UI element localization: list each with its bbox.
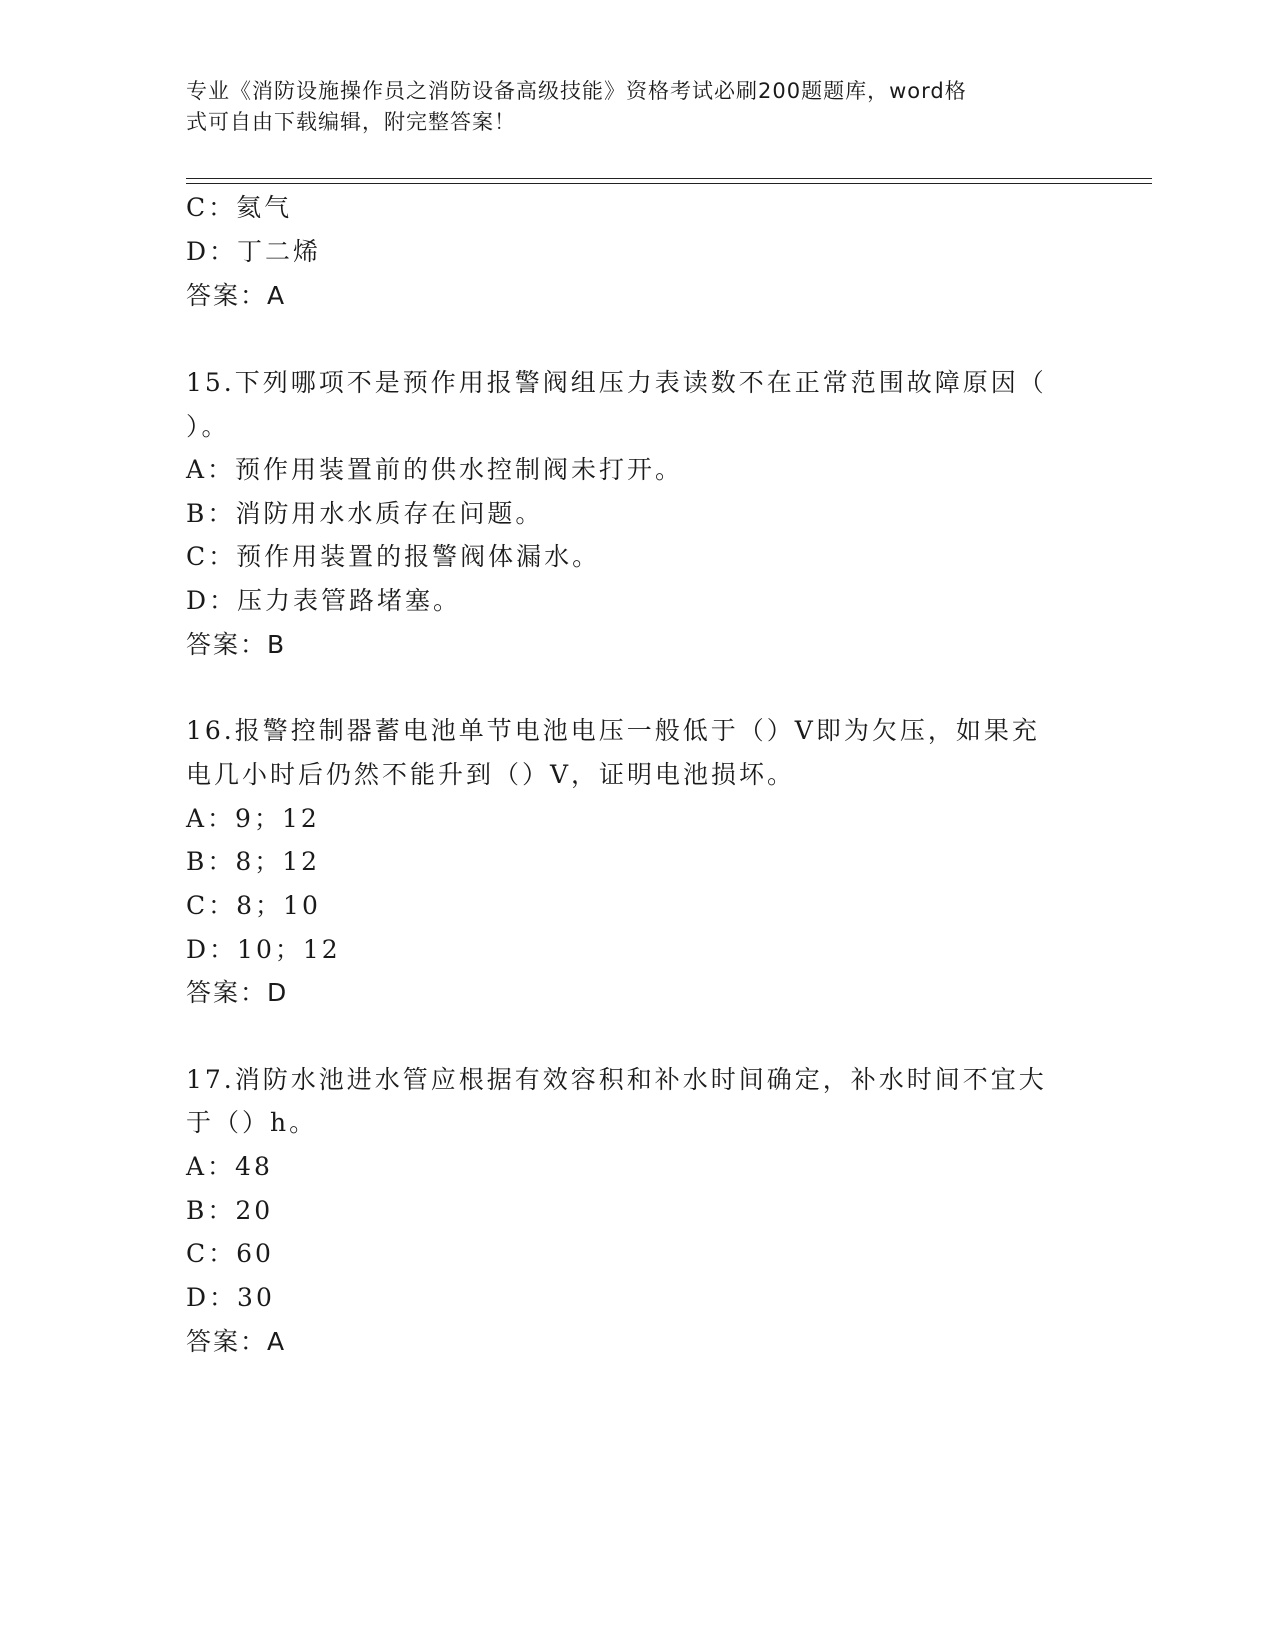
q16-stem-line-1: 16.报警控制器蓄电池单节电池电压一般低于（）V即为欠压，如果充 — [186, 716, 1040, 745]
q15-stem-line-2: ）。 — [186, 412, 230, 441]
q16-option-c: C：8；10 — [186, 891, 321, 920]
prev-option-c: C：氦气 — [186, 193, 293, 222]
q15-stem-line-1: 15.下列哪项不是预作用报警阀组压力表读数不在正常范围故障原因（ — [186, 368, 1047, 397]
document-header — [186, 76, 1066, 138]
header-divider-bottom — [186, 183, 1152, 184]
q17-option-a: A：48 — [186, 1152, 273, 1181]
prev-option-d: D：丁二烯 — [186, 237, 322, 266]
header-line-2: 式可自由下载编辑，附完整答案！ — [186, 110, 516, 134]
q16-option-a: A：9；12 — [186, 804, 320, 833]
q17-option-d: D：30 — [186, 1283, 275, 1312]
q16-option-b: B：8；12 — [186, 847, 321, 876]
header-divider-top — [186, 178, 1152, 179]
q17-option-b: B：20 — [186, 1196, 274, 1225]
q15-option-a: A：预作用装置前的供水控制阀未打开。 — [186, 455, 684, 484]
q16-stem-line-2: 电几小时后仍然不能升到（）V，证明电池损坏。 — [186, 760, 796, 789]
q15-option-c: C：预作用装置的报警阀体漏水。 — [186, 542, 601, 571]
q17-option-c: C：60 — [186, 1239, 274, 1268]
q15-option-d: D：压力表管路堵塞。 — [186, 586, 462, 615]
q15-answer: 答案：B — [186, 630, 287, 659]
header-line-1: 专业《消防设施操作员之消防设备高级技能》资格考试必刷200题题库，word格 — [186, 79, 967, 103]
q15-option-b: B：消防用水水质存在问题。 — [186, 499, 544, 528]
q17-answer: 答案：A — [186, 1327, 287, 1356]
q17-stem-line-2: 于（）h。 — [186, 1108, 318, 1137]
q17-stem-line-1: 17.消防水池进水管应根据有效容积和补水时间确定，补水时间不宜大 — [186, 1065, 1047, 1094]
prev-answer: 答案：A — [186, 281, 287, 310]
q16-answer: 答案：D — [186, 978, 289, 1007]
q16-option-d: D：10；12 — [186, 935, 341, 964]
